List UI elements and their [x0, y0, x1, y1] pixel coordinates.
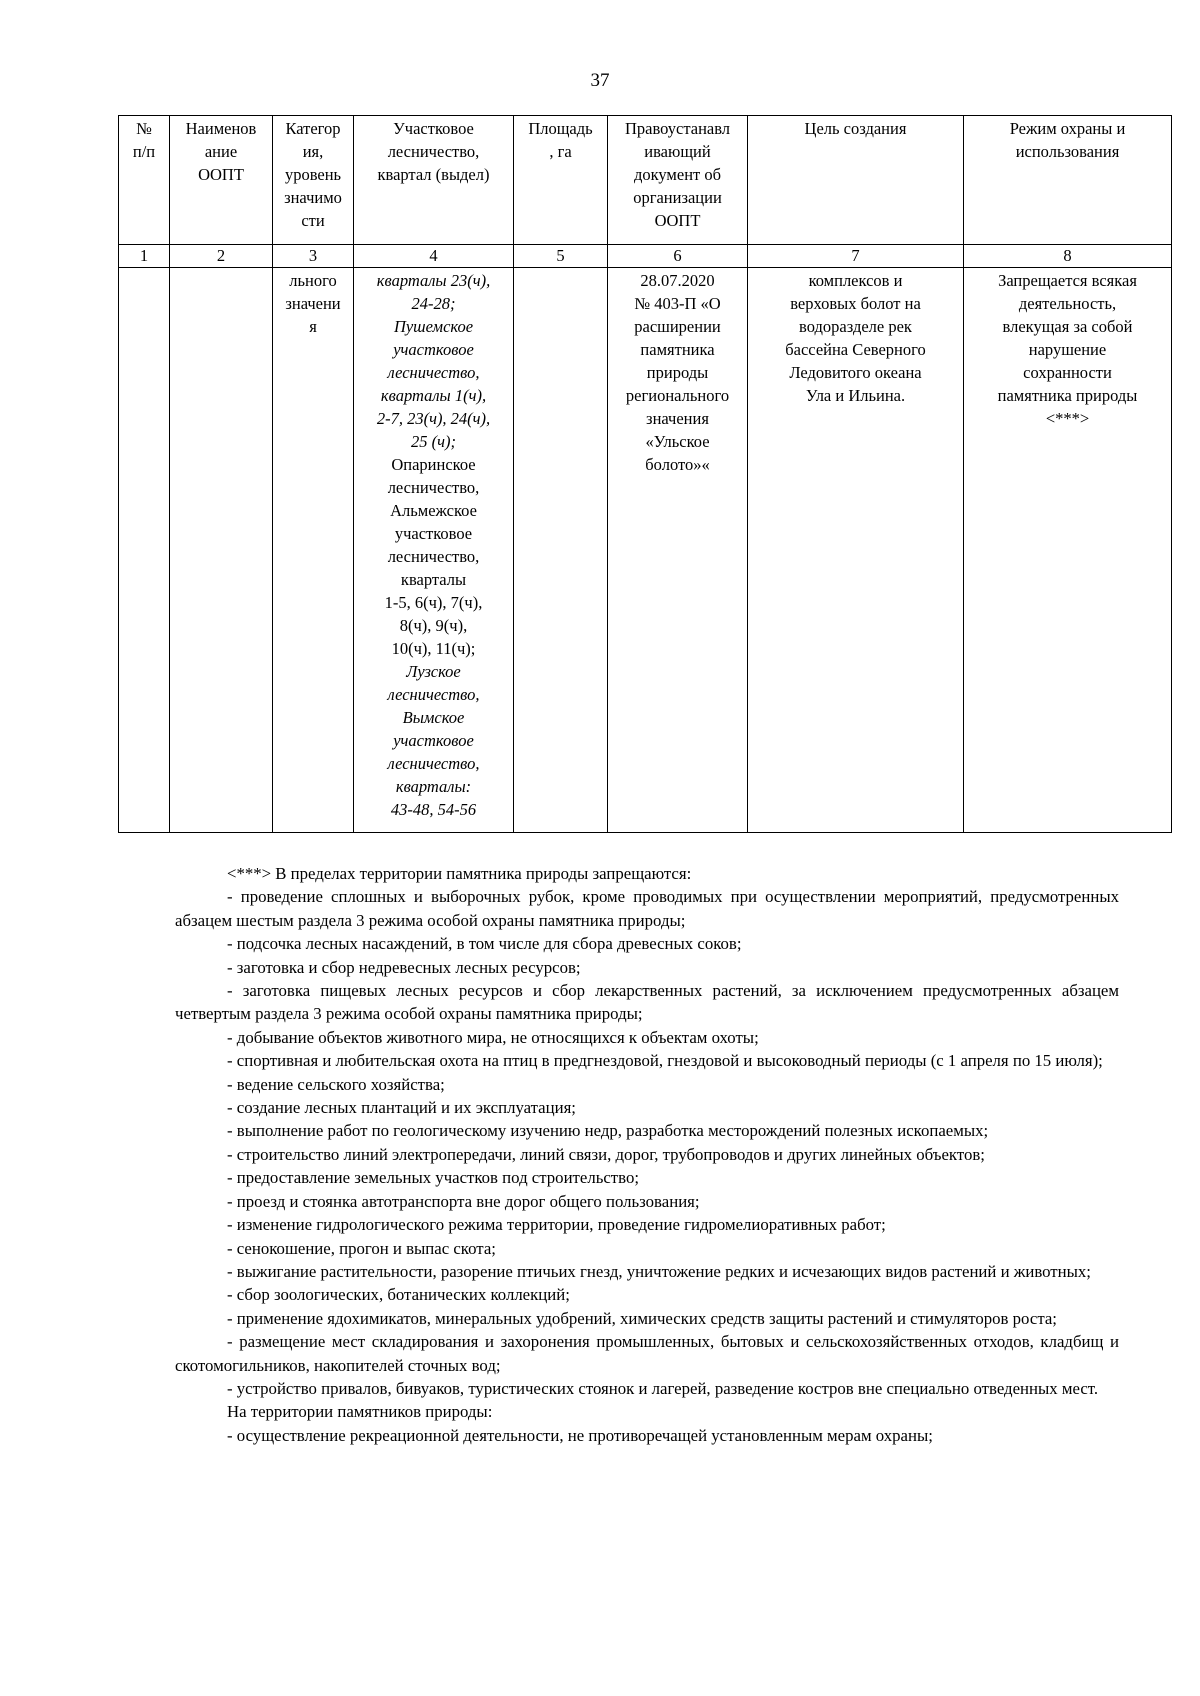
note-paragraph: - сбор зоологических, ботанических коллекций; — [227, 1285, 570, 1305]
cell-text-line: Альмежское — [390, 501, 477, 520]
cell-text-line: природы — [646, 363, 709, 382]
cell-text-line: п/п — [132, 142, 156, 161]
cell-text-line: Участковое — [393, 119, 474, 138]
note-paragraph: <***> В пределах территории памятника природы запрещаются: — [227, 864, 692, 883]
note-paragraph: - ведение сельского хозяйства; — [227, 1074, 445, 1094]
cell-text-line: Опаринское — [391, 455, 476, 474]
cell-text-line: регионального — [625, 386, 730, 405]
cell-text-line: Цель создания — [804, 119, 907, 138]
cell-text-line: участковое — [393, 731, 474, 750]
cell-text-line: 8(ч), 9(ч), — [399, 616, 468, 635]
note-paragraph: - спортивная и любительская охота на птиц в предгнездовой, гнездовой и высоководный периоды (с 1 апреля по 15 июля); — [227, 1051, 1103, 1071]
column-number-cell: 6 — [608, 245, 748, 268]
cell-text-line: <***> — [1045, 409, 1090, 428]
cell-text-line: верховых болот на — [790, 294, 921, 313]
note-paragraph: - добывание объектов животного мира, не относящихся к объектам охоты; — [227, 1027, 759, 1047]
cell-text-line: № — [136, 119, 152, 138]
cell-text-line: участковое — [394, 524, 473, 543]
cell-text-line: «Ульское — [645, 432, 710, 451]
cell-purpose — [748, 268, 964, 833]
header-cell-regime — [964, 116, 1172, 245]
note-paragraph: - строительство линий электропередачи, линий связи, дорог, трубопроводов и других линейных объектов; — [227, 1144, 985, 1164]
note-paragraph: На территории памятников природы: — [227, 1402, 493, 1422]
cell-text-line: Лузское — [406, 662, 461, 681]
cell-text-line: 24-28; — [411, 294, 456, 313]
cell-text-line: ООПТ — [654, 211, 701, 230]
cell-text-line: Площадь — [528, 119, 593, 138]
column-number-cell: 8 — [964, 245, 1172, 268]
cell-text-line: Пушемское — [393, 317, 474, 336]
cell-text-line: № 403-П «О — [634, 294, 721, 313]
cell-text-line: сти — [301, 211, 325, 230]
column-number-cell: 4 — [354, 245, 514, 268]
note-paragraph: - предоставление земельных участков под строительство; — [227, 1168, 640, 1188]
cell-text-line: кварталы 1(ч), — [380, 386, 487, 405]
cell-text-line: Вымское — [402, 708, 465, 727]
cell-text-line: Ледовитого океана — [789, 363, 922, 382]
cell-text-line: кварталы 23(ч), — [376, 271, 491, 290]
column-number-cell: 2 — [170, 245, 273, 268]
oopt-table — [118, 115, 1172, 833]
cell-text-line: значимо — [284, 188, 342, 207]
header-cell-document — [608, 116, 748, 245]
cell-text-line: Категор — [285, 119, 341, 138]
cell-text-line: 10(ч), 11(ч); — [391, 639, 476, 658]
note-paragraph: - выжигание растительности, разорение птичьих гнезд, уничтожение редких и исчезающих видов растений и животных; — [227, 1261, 1091, 1281]
cell-text-line: организации — [633, 188, 722, 207]
header-cell-category — [273, 116, 354, 245]
cell-text-line: сохранности — [1023, 363, 1112, 382]
cell-text-line: комплексов и — [808, 271, 903, 290]
note-paragraph: - проведение сплошных и выборочных рубок, кроме проводимых при осуществлении мероприятий, предусмотренных абзацем шестым раздела 3 режима особой охраны памятника природы; — [175, 887, 1119, 930]
table-row — [119, 268, 1172, 833]
cell-area — [514, 268, 608, 833]
cell-text-line: деятельность, — [1018, 294, 1117, 313]
header-cell-purpose — [748, 116, 964, 245]
cell-text-line: Запрещается всякая — [998, 271, 1137, 290]
cell-text-line: значени — [285, 294, 341, 313]
cell-text-line: болото»« — [645, 455, 710, 474]
column-number-cell: 5 — [514, 245, 608, 268]
cell-name — [170, 268, 273, 833]
cell-text-line: лесничество, — [387, 685, 480, 704]
cell-category — [273, 268, 354, 833]
cell-text-line: ание — [204, 142, 238, 161]
cell-text-line: , га — [549, 142, 572, 161]
note-paragraph: - создание лесных плантаций и их эксплуатация; — [227, 1098, 576, 1118]
cell-text-line: уровень — [284, 165, 342, 184]
column-number-cell: 7 — [748, 245, 964, 268]
header-cell-area — [514, 116, 608, 245]
cell-text-line: памятника природы — [997, 386, 1138, 405]
cell-text-line: влекущая за собой — [1002, 317, 1133, 336]
cell-text-line: использования — [1015, 142, 1120, 161]
cell-text-line: памятника — [640, 340, 715, 359]
cell-text-line: Ула и Ильина. — [805, 386, 906, 405]
column-number-cell: 3 — [273, 245, 354, 268]
note-paragraph: - заготовка пищевых лесных ресурсов и сбор лекарственных растений, за исключением предусмотренных абзацем четвертым раздела 3 режима особой охраны памятника природы; — [175, 981, 1119, 1024]
note-paragraph: - осуществление рекреационной деятельности, не противоречащей установленным мерам охраны; — [227, 1425, 933, 1445]
note-paragraph: - применение ядохимикатов, минеральных удобрений, химических средств защиты растений и стимуляторов роста; — [227, 1308, 1057, 1328]
cell-text-line: лесничество, — [387, 547, 480, 566]
note-paragraph: - выполнение работ по геологическому изучению недр, разработка месторождений полезных ископаемых; — [227, 1121, 989, 1141]
cell-text-line: бассейна Северного — [785, 340, 926, 359]
note-paragraph: - устройство привалов, бивуаков, туристических стоянок и лагерей, разведение костров вне специально отведенных мест. — [227, 1378, 1099, 1398]
cell-text-line: ООПТ — [198, 165, 244, 184]
header-cell-name — [170, 116, 273, 245]
table-header-row — [119, 116, 1172, 245]
cell-text-line: 25 (ч); — [411, 432, 456, 451]
cell-text-line: 1-5, 6(ч), 7(ч), — [384, 593, 483, 612]
column-number-cell: 1 — [119, 245, 170, 268]
cell-document — [608, 268, 748, 833]
cell-text-line: кварталы: — [395, 777, 472, 796]
cell-text-line: значения — [646, 409, 709, 428]
cell-text-line: лесничество, — [387, 754, 480, 773]
cell-text-line: Наименов — [185, 119, 257, 138]
notes-section — [175, 862, 1119, 1447]
note-paragraph: - сенокошение, прогон и выпас скота; — [227, 1238, 496, 1258]
cell-text-line: кварталы — [400, 570, 467, 589]
cell-text-line: квартал (выдел) — [377, 165, 490, 184]
note-paragraph: - размещение мест складирования и захоронения промышленных, бытовых и сельскохозяйственных отходов, кладбищ и скотомогильников, накопителей сточных вод; — [175, 1332, 1119, 1375]
cell-text-line: 43-48, 54-56 — [390, 800, 477, 819]
cell-text-line: документ об — [633, 165, 722, 184]
cell-text-line: лесничество, — [387, 478, 480, 497]
cell-regime — [964, 268, 1172, 833]
cell-text-line: Правоустанавл — [624, 119, 731, 138]
cell-text-line: 28.07.2020 — [640, 271, 715, 290]
cell-text-line: лесничество, — [387, 363, 480, 382]
cell-text-line: водоразделе рек — [799, 317, 912, 336]
cell-text-line: лесничество, — [387, 142, 480, 161]
cell-forestry — [354, 268, 514, 833]
note-paragraph: - подсочка лесных насаждений, в том числе для сбора древесных соков; — [227, 934, 742, 954]
cell-text-line: льного — [289, 271, 337, 290]
cell-text-line: ия, — [302, 142, 324, 161]
note-paragraph: - изменение гидрологического режима территории, проведение гидромелиоративных работ; — [227, 1215, 886, 1235]
cell-text-line: ивающий — [644, 142, 711, 161]
page-number: 37 — [590, 70, 610, 91]
cell-text-line: я — [309, 317, 317, 336]
cell-text-line: участковое — [393, 340, 474, 359]
note-paragraph: - заготовка и сбор недревесных лесных ресурсов; — [227, 957, 581, 977]
cell-text-line: расширении — [634, 317, 721, 336]
cell-text-line: нарушение — [1028, 340, 1107, 359]
cell-number — [119, 268, 170, 833]
cell-text-line: Режим охраны и — [1009, 119, 1126, 138]
note-paragraph: - проезд и стоянка автотранспорта вне дорог общего пользования; — [227, 1191, 700, 1211]
header-cell-forestry — [354, 116, 514, 245]
column-number-row — [119, 245, 1172, 268]
header-cell-number — [119, 116, 170, 245]
cell-text-line: 2-7, 23(ч), 24(ч), — [376, 409, 491, 428]
